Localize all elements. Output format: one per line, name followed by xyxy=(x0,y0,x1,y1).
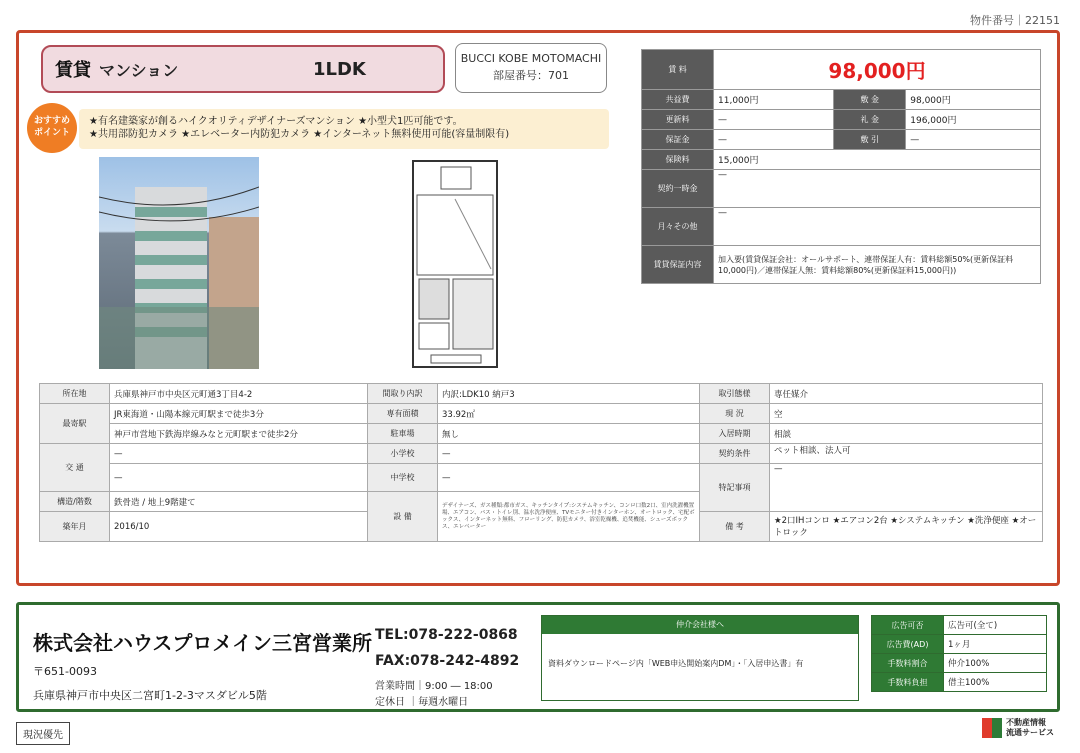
renewal-fee: — xyxy=(714,110,834,130)
ad-fee: 1ヶ月 xyxy=(944,635,1047,654)
deposit: 98,000円 xyxy=(906,90,1041,110)
regular-holiday: 定休日 ｜毎週水曜日 xyxy=(375,697,469,708)
recommend-points xyxy=(79,109,609,149)
room-number: 部屋番号：701 xyxy=(493,69,569,82)
recommend-line-2: ★共用部防犯カメラ ★エレベーター内防犯カメラ ★インターネット無料使用可能(容量制限有) xyxy=(89,129,510,140)
current-priority-note: 現況優先 xyxy=(16,722,70,745)
guarantor-details: 加入要(賃貸保証会社：オールサポート、連帯保証人有：賃料総額50%(更新保証料10,000円)／連帯保証人無：賃料総額80%(更新保証料15,000円)) xyxy=(714,246,1041,284)
business-hours: 営業時間｜9:00 ― 18:00 xyxy=(375,681,493,692)
service-logo: 不動産情報 流通サービス xyxy=(982,718,1054,738)
contract-conditions: ペット相談、法人可 xyxy=(770,444,1043,464)
transport-1: — xyxy=(110,444,368,464)
agent-notice-header: 仲介会社様へ xyxy=(542,616,858,634)
parking: 無し xyxy=(438,424,700,444)
deposit-deduction: — xyxy=(906,130,1041,150)
transport-2: — xyxy=(110,464,368,492)
company-address: 兵庫県神戸市中央区二宮町1-2-3マスダビル5階 xyxy=(33,689,267,702)
building-photo xyxy=(99,157,259,369)
agent-notice xyxy=(541,615,859,701)
junior-high-school: — xyxy=(438,464,700,492)
title-banner xyxy=(41,45,445,93)
contract-fee: — xyxy=(714,170,1041,208)
equipment: デザイナーズ、ガス種類:都市ガス、キッチンタイプ:システムキッチン、コンロ口数2口、室内洗濯機置場、エアコン、バス・トイレ別、温水洗浄便座、TVモニター付きインターホン、オートロック、宅配ボックス、インターネット無料、フローリング、防犯カメラ、浴室乾燥機、追焚機能、シューズボックス、エレベーター xyxy=(438,492,700,542)
built-date: 2016/10 xyxy=(110,512,368,542)
recommend-badge: おすすめ ポイント xyxy=(27,103,77,153)
property-number: 物件番号｜22151 xyxy=(970,14,1060,27)
building-box xyxy=(455,43,607,93)
recommend-line-1: ★有名建築家が創るハイクオリティデザイナーズマンション ★小型犬1匹可能です。 xyxy=(89,116,463,127)
company-fax: FAX:078-242-4892 xyxy=(375,653,520,669)
key-money: 196,000円 xyxy=(906,110,1041,130)
guarantee-money: — xyxy=(714,130,834,150)
fee-table: 賃 料 98,000円 共益費 11,000円 敷 金 98,000円 更新料 — 礼 金 196,000円 保証金 — 敷 引 — 保険料 15,000円 契約一時金 — 月々その他 — 賃貸保証内容 加入要(賃貸保証会社：オールサポート、連帯保証人有：賃料総額50%(更新保証料10,000円)／連帯保証人無：賃料総額80%(更新保証料15,000円)) xyxy=(641,49,1041,284)
move-in-date: 相談 xyxy=(770,424,1043,444)
ad-terms-table: 広告可否 広告可(全て) 広告費(AD) 1ヶ月 手数料割合 仲介100% 手数料負担 借主100% xyxy=(871,615,1047,692)
commission-ratio: 仲介100% xyxy=(944,654,1047,673)
property-kind: マンション xyxy=(99,60,179,80)
company-tel: TEL:078-222-0868 xyxy=(375,627,518,643)
elementary-school: — xyxy=(438,444,700,464)
fee-bearer: 借主100% xyxy=(944,673,1047,692)
property-card xyxy=(16,30,1060,586)
trade-type: 専任媒介 xyxy=(770,384,1043,404)
logo-icon xyxy=(982,718,1002,738)
station-1: JR東海道・山陽本線元町駅まで徒歩3分 xyxy=(110,404,368,424)
insurance-fee: 15,000円 xyxy=(714,150,1041,170)
common-fee: 11,000円 xyxy=(714,90,834,110)
floor-area: 33.92㎡ xyxy=(438,404,700,424)
company-zip: 〒651-0093 xyxy=(33,665,97,678)
address: 兵庫県神戸市中央区元町通3丁目4-2 xyxy=(110,384,368,404)
current-status: 空 xyxy=(770,404,1043,424)
company-name: 株式会社ハウスプロメイン三宮営業所 xyxy=(33,631,372,655)
special-notes: — xyxy=(770,464,1043,512)
monthly-other: — xyxy=(714,208,1041,246)
rent-value: 98,000円 xyxy=(714,50,1041,90)
layout-type: 1LDK xyxy=(313,58,366,80)
station-2: 神戸市営地下鉄海岸線みなと元町駅まで徒歩2分 xyxy=(110,424,368,444)
structure: 鉄骨造 / 地上9階建て xyxy=(110,492,368,512)
listing-type: 賃貸 xyxy=(55,60,91,81)
ad-permission: 広告可(全て) xyxy=(944,616,1047,635)
floor-plan xyxy=(411,159,499,369)
remarks: ★2口IHコンロ ★エアコン2台 ★システムキッチン ★洗浄便座 ★オートロック xyxy=(770,512,1043,542)
company-section xyxy=(16,602,1060,712)
room-breakdown: 内訳:LDK10 納戸3 xyxy=(438,384,700,404)
agent-notice-body: 資料ダウンロードページ内「WEB申込開始案内DM」・「入居申込書」有 xyxy=(548,659,804,668)
property-info-table: 所在地 兵庫県神戸市中央区元町通3丁目4-2 間取り内訳 内訳:LDK10 納戸3 取引態様 専任媒介 最寄駅 JR東海道・山陽本線元町駅まで徒歩3分 専有面積 33.92㎡ 現 況 空 神戸市営地下鉄海岸線みなと元町駅まで徒歩2分 駐車場 無し 入居時期 相談 交 通 — 小学校 — 契約条件 ペット相談、法人可 — 中学校 — 特記事項 — 構造/階数 鉄骨造 / 地上9階建て 設 備 デザイナーズ、ガス種類:都市ガス、キッチンタイプ:システムキッチン、コンロ口数2口、室内洗濯機置場、エアコン、バス・トイレ別、温水洗浄便座、TVモニター付きインターホン、オートロック、宅配ボックス、インターネット無料、フローリング、防犯カメラ、浴室乾燥機、追焚機能、シューズボックス、エレベーター 築年月 2016/10 備 考 ★2口IHコンロ ★エアコン2台 ★システムキッチン ★洗浄便座 ★オートロック xyxy=(39,383,1043,542)
building-name: BUCCI KOBE MOTOMACHI xyxy=(460,52,602,65)
